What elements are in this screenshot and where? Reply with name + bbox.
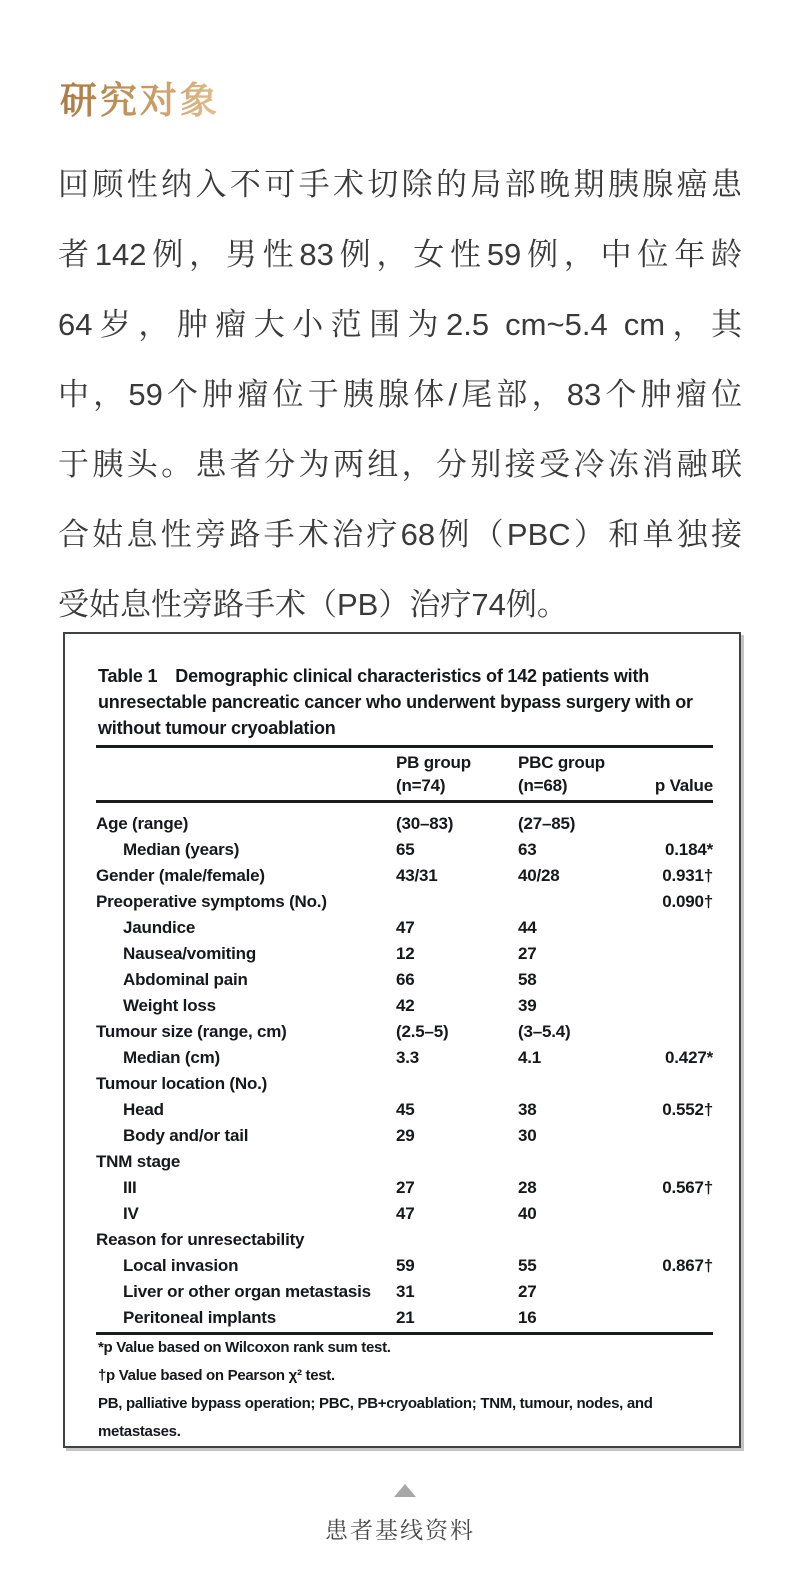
pb-value xyxy=(396,889,518,915)
pb-value: 45 xyxy=(396,1100,415,1119)
table-row xyxy=(96,863,713,889)
p-value: 0.184* xyxy=(665,840,713,859)
table-row xyxy=(96,1253,713,1279)
pbc-group-label: PBC group xyxy=(518,753,605,772)
p-value xyxy=(644,993,713,1019)
pb-value: 59 xyxy=(396,1256,415,1275)
pbc-value: 16 xyxy=(518,1308,537,1327)
paragraph xyxy=(58,150,742,640)
row-label: Preoperative symptoms (No.) xyxy=(96,892,327,911)
table-row xyxy=(96,1097,713,1123)
column-header-p-value: p Value xyxy=(654,776,713,795)
table-title-text: Demographic clinical characteristics of 142 patients with xyxy=(175,666,650,686)
row-label: Tumour size (range, cm) xyxy=(96,1022,287,1041)
paragraph-line: 中，59个肿瘤位于胰腺体/尾部，83个肿瘤位 xyxy=(58,377,742,412)
p-value: 0.427* xyxy=(665,1048,713,1067)
row-label: Reason for unresectability xyxy=(96,1230,305,1249)
row-label: TNM stage xyxy=(96,1152,181,1171)
pb-group-n: (n=74) xyxy=(396,776,446,795)
table-title xyxy=(98,663,718,741)
pbc-value: 58 xyxy=(518,970,537,989)
p-value xyxy=(644,811,713,837)
footer-caption: 患者基线资料 xyxy=(325,1517,475,1543)
pb-value: 29 xyxy=(396,1126,415,1145)
table-row xyxy=(96,941,713,967)
pbc-value xyxy=(518,1149,644,1175)
table-title-line xyxy=(98,663,718,689)
table-footnotes xyxy=(98,1334,710,1446)
paragraph-line: 合姑息性旁路手术治疗68例（PBC）和单独接 xyxy=(58,517,742,552)
table-row xyxy=(96,915,713,941)
table-number-label: Table 1 xyxy=(98,666,158,686)
pbc-value: (3–5.4) xyxy=(518,1022,571,1041)
paragraph-line: 者142例，男性83例，女性59例，中位年龄 xyxy=(58,237,742,272)
pbc-value: 4.1 xyxy=(518,1048,542,1067)
pbc-group-n: (n=68) xyxy=(518,776,568,795)
row-label: Nausea/vomiting xyxy=(123,944,257,963)
row-label: Median (cm) xyxy=(123,1048,220,1067)
table-rule-top xyxy=(96,745,713,748)
row-label: III xyxy=(123,1178,137,1197)
table-row xyxy=(96,1123,713,1149)
table-row xyxy=(96,1019,713,1045)
pb-value: 65 xyxy=(396,840,415,859)
p-value: 0.090† xyxy=(662,892,713,911)
pb-value xyxy=(396,1071,518,1097)
table-row xyxy=(96,837,713,863)
paragraph-line: 回顾性纳入不可手术切除的局部晚期胰腺癌患 xyxy=(58,167,742,202)
p-value xyxy=(644,967,713,993)
row-label: Tumour location (No.) xyxy=(96,1074,268,1093)
pbc-value: 55 xyxy=(518,1256,537,1275)
row-label: Liver or other organ metastasis xyxy=(123,1282,371,1301)
table-row xyxy=(96,1279,713,1305)
p-value xyxy=(644,1279,713,1305)
row-label: Local invasion xyxy=(123,1256,239,1275)
row-label: Weight loss xyxy=(123,996,216,1015)
p-value xyxy=(644,1201,713,1227)
pb-value: 27 xyxy=(396,1178,415,1197)
row-label: Body and/or tail xyxy=(123,1126,249,1145)
table-rows xyxy=(96,811,713,1331)
table-row xyxy=(96,1175,713,1201)
p-value xyxy=(644,915,713,941)
row-label: Gender (male/female) xyxy=(96,866,265,885)
footnote-line: †p Value based on Pearson χ² test. xyxy=(98,1367,335,1384)
footnote-line: *p Value based on Wilcoxon rank sum test. xyxy=(98,1339,391,1356)
pbc-value: 39 xyxy=(518,996,537,1015)
pbc-value: 30 xyxy=(518,1126,537,1145)
p-value xyxy=(644,1305,713,1331)
table-row xyxy=(96,889,713,915)
p-value: 0.552† xyxy=(662,1100,713,1119)
pb-value: 3.3 xyxy=(396,1048,420,1067)
row-label: Head xyxy=(123,1100,164,1119)
table-row xyxy=(96,811,713,837)
table-row xyxy=(96,1149,713,1175)
pb-value xyxy=(396,1149,518,1175)
pbc-value: 27 xyxy=(518,1282,537,1301)
pb-value: 47 xyxy=(396,1204,415,1223)
pb-value: 31 xyxy=(396,1282,415,1301)
pb-group-label: PB group xyxy=(396,753,471,772)
table-row xyxy=(96,1071,713,1097)
pb-value: (30–83) xyxy=(396,814,454,833)
pbc-value xyxy=(518,1227,644,1253)
p-value xyxy=(644,1227,713,1253)
table-row xyxy=(96,1045,713,1071)
paragraph-line: 受姑息性旁路手术（PB）治疗74例。 xyxy=(58,587,568,622)
pb-value: (2.5–5) xyxy=(396,1022,449,1041)
table-row xyxy=(96,1305,713,1331)
table-row xyxy=(96,967,713,993)
pb-value: 66 xyxy=(396,970,415,989)
table-figure xyxy=(63,632,741,1448)
row-label: Age (range) xyxy=(96,814,189,833)
pbc-value: 28 xyxy=(518,1178,537,1197)
pb-value: 43/31 xyxy=(396,866,438,885)
table-row xyxy=(96,1201,713,1227)
footnote-line: PB, palliative bypass operation; PBC, PB+cryoablation; TNM, tumour, nodes, and metastases. xyxy=(98,1395,653,1440)
p-value: 0.567† xyxy=(662,1178,713,1197)
pbc-value xyxy=(518,1071,644,1097)
table-title-line: without tumour cryoablation xyxy=(98,718,336,738)
p-value xyxy=(644,1123,713,1149)
table-row xyxy=(96,993,713,1019)
table-rule-header xyxy=(96,800,713,803)
pbc-value: 38 xyxy=(518,1100,537,1119)
row-label: Jaundice xyxy=(123,918,196,937)
pbc-value: 40 xyxy=(518,1204,537,1223)
pb-value: 21 xyxy=(396,1308,415,1327)
p-value: 0.867† xyxy=(662,1256,713,1275)
pb-value: 47 xyxy=(396,918,415,937)
table-row xyxy=(96,1227,713,1253)
pb-value xyxy=(396,1227,518,1253)
row-label: Peritoneal implants xyxy=(123,1308,277,1327)
pbc-value: 27 xyxy=(518,944,537,963)
row-label: Abdominal pain xyxy=(123,970,248,989)
pbc-value: 44 xyxy=(518,918,537,937)
table-title-line: unresectable pancreatic cancer who underwent bypass surgery with or xyxy=(98,692,693,712)
pbc-value: 40/28 xyxy=(518,866,560,885)
section-heading: 研究对象 xyxy=(60,70,220,124)
p-value xyxy=(644,941,713,967)
p-value xyxy=(644,1149,713,1175)
pb-value: 12 xyxy=(396,944,415,963)
collapse-arrow-icon[interactable] xyxy=(394,1484,416,1497)
pbc-value: (27–85) xyxy=(518,814,576,833)
pbc-value xyxy=(518,889,644,915)
pb-value: 42 xyxy=(396,996,415,1015)
row-label: IV xyxy=(123,1204,139,1223)
paragraph-line: 64岁，肿瘤大小范围为2.5 cm~5.4 cm，其 xyxy=(58,307,742,342)
p-value xyxy=(644,1019,713,1045)
p-value: 0.931† xyxy=(662,866,713,885)
row-label: Median (years) xyxy=(123,840,240,859)
p-value xyxy=(644,1071,713,1097)
pbc-value: 63 xyxy=(518,840,537,859)
paragraph-line: 于胰头。患者分为两组，分别接受冷冻消融联 xyxy=(58,447,742,482)
